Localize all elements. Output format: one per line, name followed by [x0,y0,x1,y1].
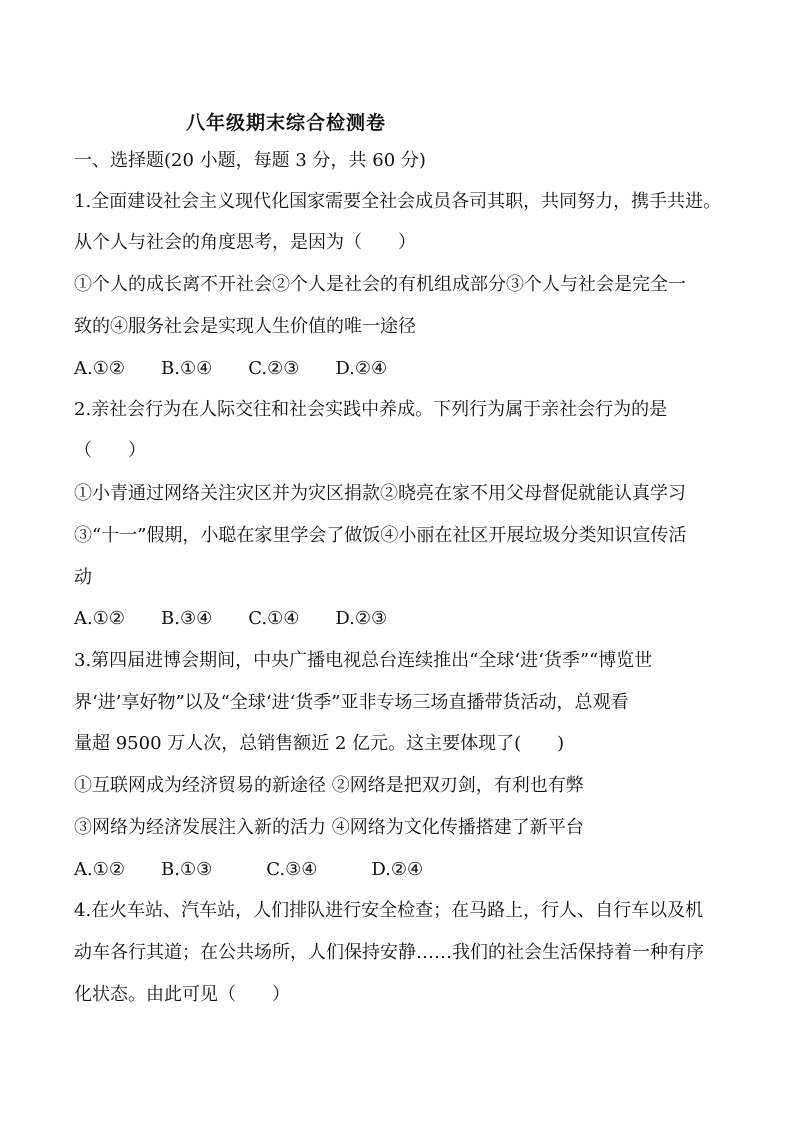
question-stem-line: 界‘进’享好物”以及“全球‘进‘货季”亚非专场三场直播带货活动，总观看 [74,692,629,713]
question-stem-line: （ ） [74,440,146,461]
answer-options: A.①② B.③④ C.①④ D.②③ [74,608,388,629]
statement-line: 致的④服务社会是实现人生价值的唯一途径 [74,316,416,337]
statement-line: 动 [74,567,92,588]
page-title: 八年级期末综合检测卷 [186,112,387,134]
question-stem-line: 从个人与社会的角度思考，是因为（ ） [74,232,416,253]
question-stem-line: 量超 9500 万人次，总销售额近 2 亿元。这主要体现了( ) [74,733,565,754]
statement-line: ③网络为经济发展注入新的活力 ④网络为文化传播搭建了新平台 [74,817,584,838]
question-stem-line: 3.第四届进博会期间，中央广播电视总台连续推出“全球‘进‘货季”“博览世 [74,650,653,671]
statement-line: ③“十一”假期，小聪在家里学会了做饭④小丽在社区开展垃圾分类知识宣传活 [74,525,687,546]
section-heading: 一、选择题(20 小题，每题 3 分，共 60 分) [74,150,426,171]
question-stem-line: 动车各行其道；在公共场所，人们保持安静……我们的社会生活保持着一种有序 [74,942,704,963]
question-stem-line: 2.亲社会行为在人际交往和社会实践中养成。下列行为属于亲社会行为的是 [74,399,668,420]
question-stem-line: 1.全面建设社会主义现代化国家需要全社会成员各司其职，共同努力，携手共进。 [74,191,722,212]
question-stem-line: 化状态。由此可见（ ） [74,984,290,1005]
answer-options: A.①② B.①③ C.③④ D.②④ [74,859,424,880]
statement-line: ①小青通过网络关注灾区并为灾区捐款②晓亮在家不用父母督促就能认真学习 [74,483,686,504]
answer-options: A.①② B.①④ C.②③ D.②④ [74,358,388,379]
statement-line: ①互联网成为经济贸易的新途径 ②网络是把双刃剑，有利也有弊 [74,775,584,796]
statement-line: ①个人的成长离不开社会②个人是社会的有机组成部分③个人与社会是完全一 [74,274,686,295]
question-stem-line: 4.在火车站、汽车站，人们排队进行安全检查；在马路上，行人、自行车以及机 [74,900,704,921]
